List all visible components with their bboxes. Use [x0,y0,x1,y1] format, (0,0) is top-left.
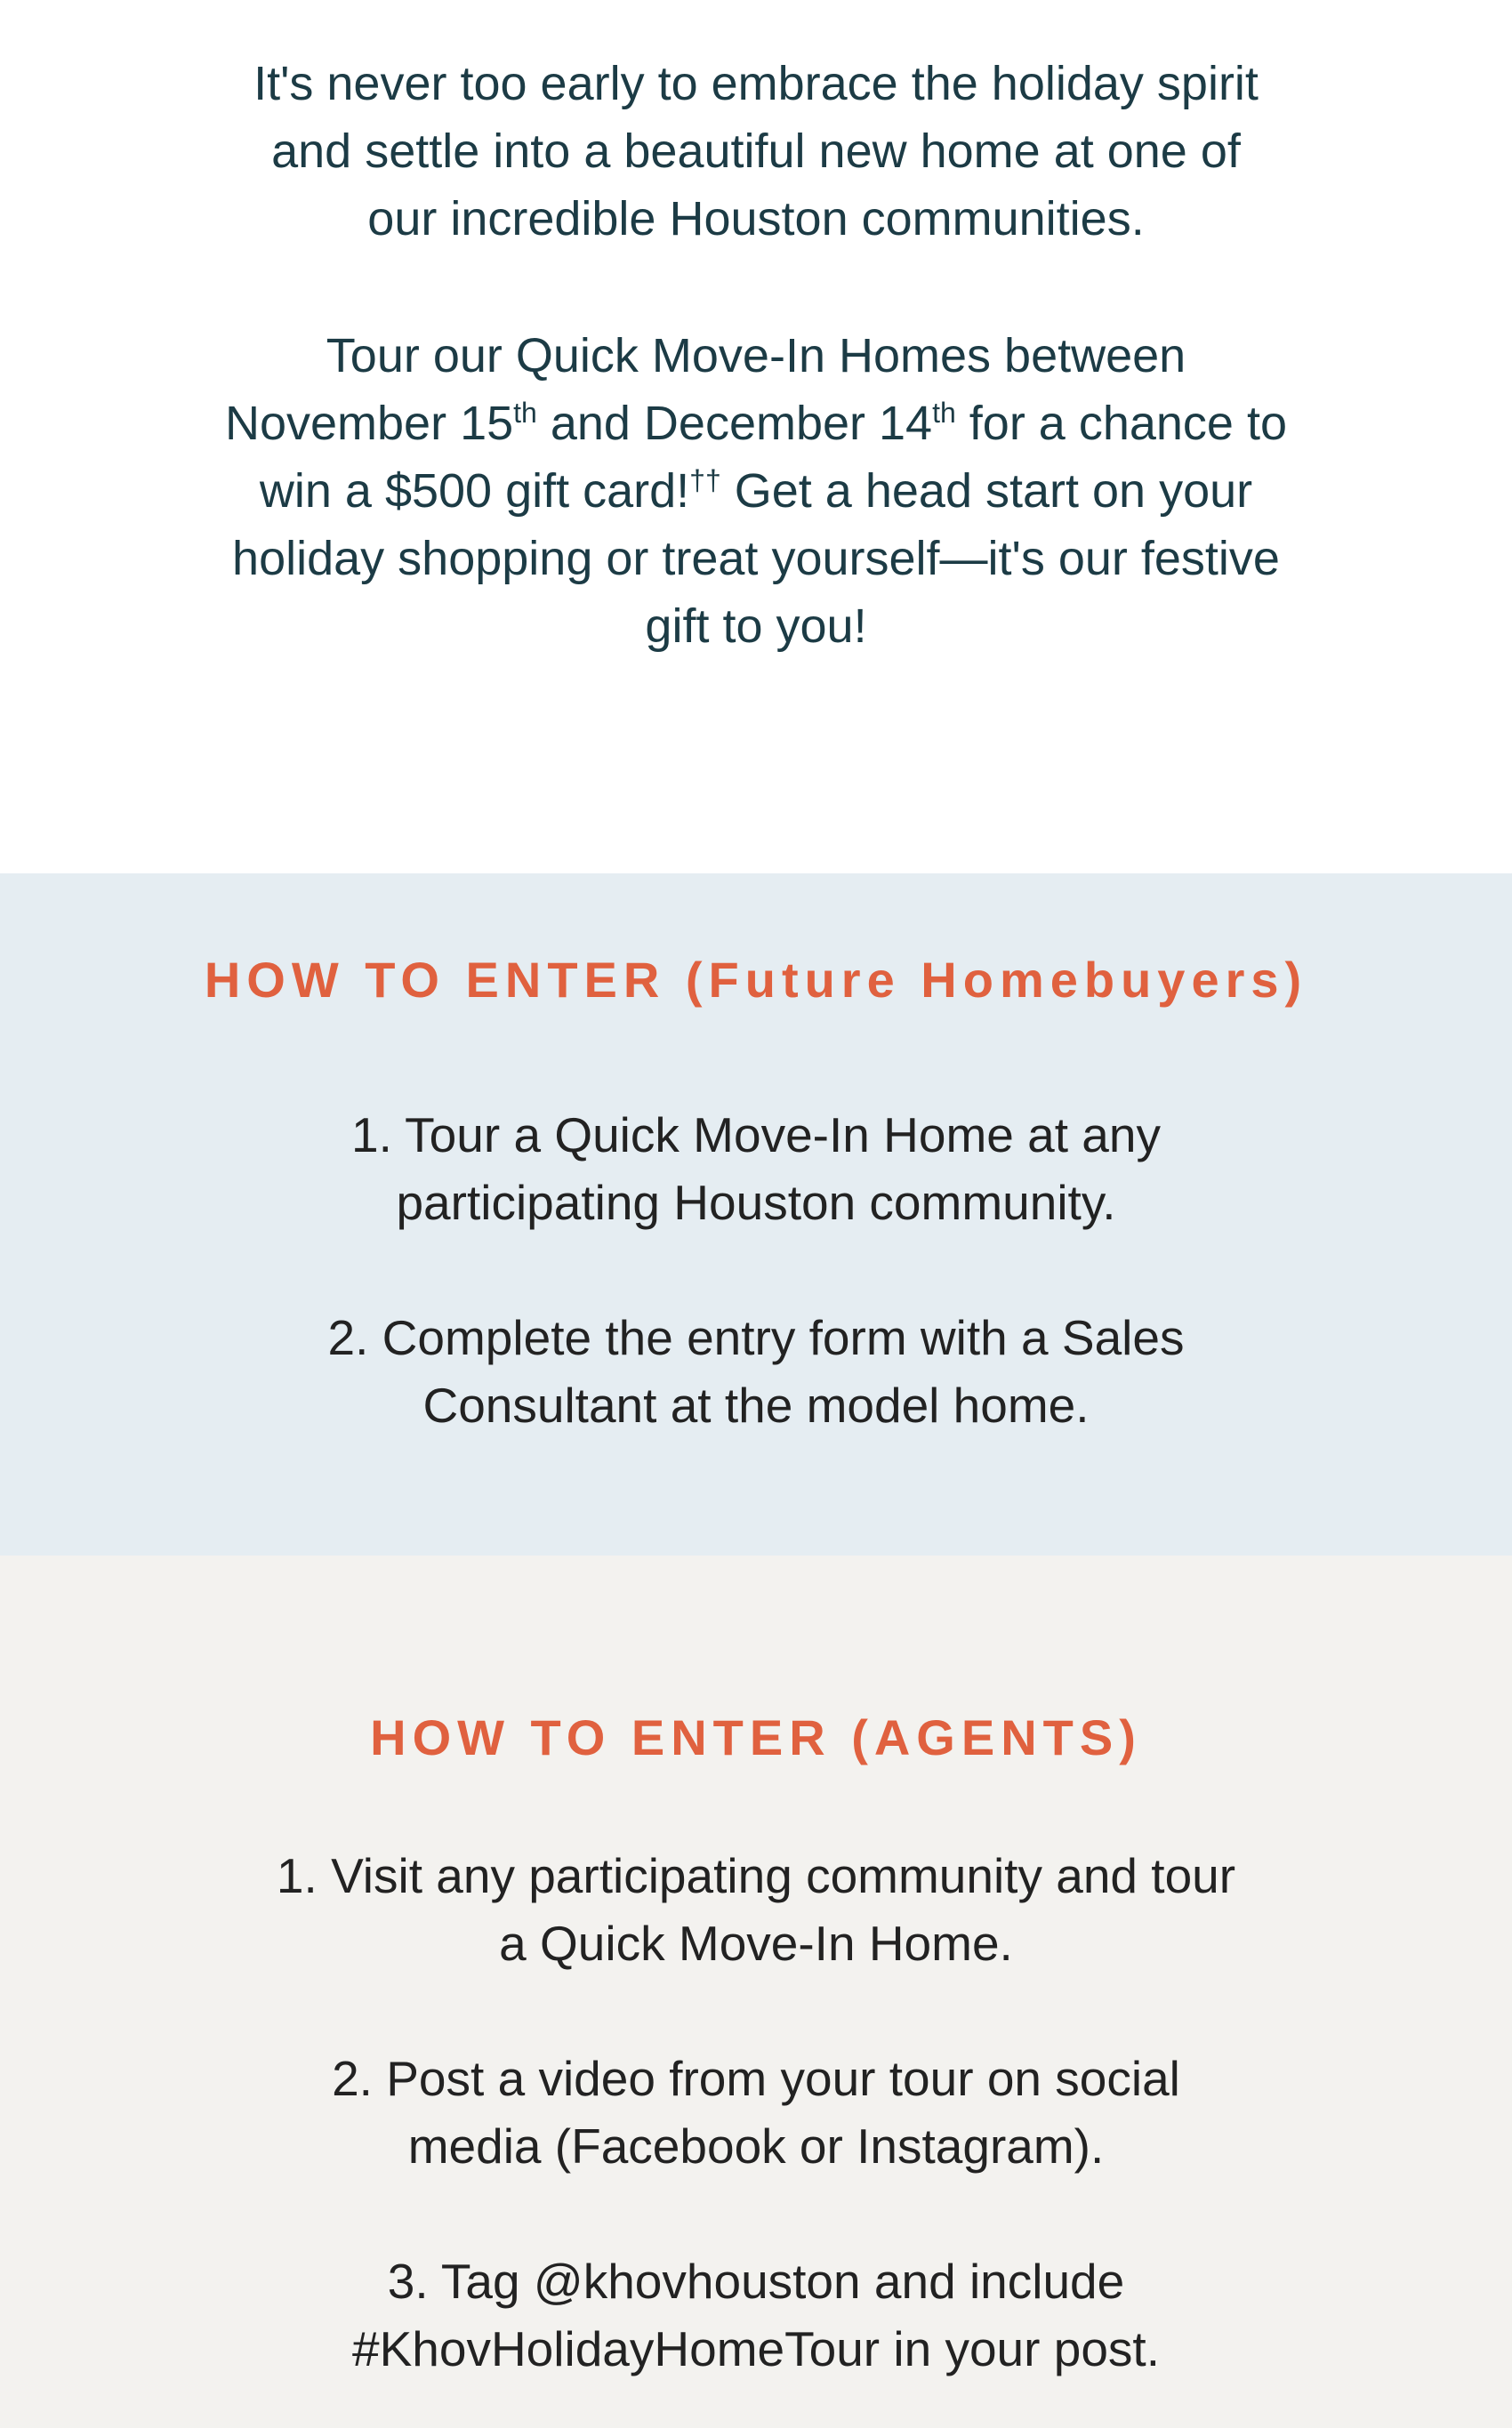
intro-line: our incredible Houston communities. [367,192,1145,245]
step-line: 2. Post a video from your tour on social [332,2051,1180,2106]
agents-section [0,1556,1512,2428]
promo-text: win a $500 gift card! [259,464,690,518]
step-line: 3. Tag @khovhouston and include [387,2254,1125,2309]
agent-step [133,2247,1379,2383]
step-line: 1. Visit any participating community and tour [276,1848,1236,1903]
promo-line: Tour our Quick Move-In Homes between [326,329,1186,382]
agents-heading: HOW TO ENTER (AGENTS) [370,1709,1142,1765]
promo-line: gift to you! [645,599,867,653]
agent-step [133,2045,1379,2180]
step-line: a Quick Move-In Home. [499,1916,1013,1971]
promo-text: and December 14 [536,397,933,450]
step-line: 2. Complete the entry form with a Sales [327,1310,1185,1365]
intro-line: It's never too early to embrace the holiday spirit [253,57,1259,110]
promo-line: holiday shopping or treat yourself—it's our festive [232,532,1280,585]
step-line: #KhovHolidayHomeTour in your post. [352,2321,1160,2376]
future-homebuyers-heading: HOW TO ENTER (Future Homebuyers) [204,952,1308,1008]
footnote-marker: †† [689,464,721,496]
future-step [133,1304,1379,1439]
step-line: 1. Tour a Quick Move-In Home at any [351,1107,1161,1162]
promo-text: for a chance to [955,397,1288,450]
promo-text: Get a head start on your [720,464,1253,518]
agent-step [133,1842,1379,1977]
intro-section [0,0,1512,873]
ordinal-suffix: th [513,397,537,429]
promo-line [125,457,1387,525]
step-line: media (Facebook or Instagram). [407,2118,1105,2174]
promo-line [125,390,1387,457]
step-line: Consultant at the model home. [422,1378,1090,1433]
intro-paragraph [125,50,1387,253]
future-step [133,1101,1379,1236]
promo-paragraph [125,322,1387,660]
step-line: participating Houston community. [396,1175,1116,1230]
promo-text: November 15 [224,397,514,450]
future-homebuyers-section [0,873,1512,1556]
intro-line: and settle into a beautiful new home at one of [271,125,1241,178]
ordinal-suffix: th [932,397,956,429]
